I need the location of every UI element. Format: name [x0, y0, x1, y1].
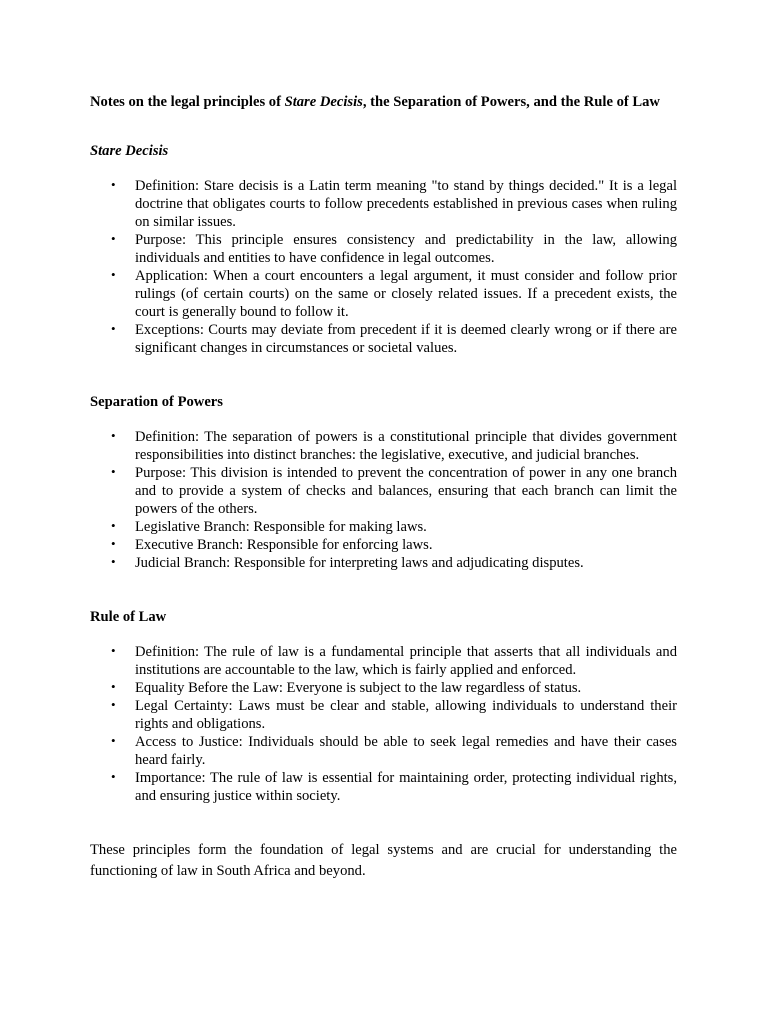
list-item — [90, 697, 677, 733]
heading-separation-of-powers: Separation of Powers — [90, 394, 223, 410]
title-suffix: , the Separation of Powers, and the Rule of Law — [362, 94, 660, 110]
bullet-icon: • — [111, 554, 116, 569]
list-item-text: Executive Branch: Responsible for enforcing laws. — [135, 537, 433, 553]
conclusion-paragraph: These principles form the foundation of legal systems and are crucial for understanding the functioning of law in South Africa and beyond. — [90, 842, 677, 879]
list-item-text: Importance: The rule of law is essential for maintaining order, protecting individual rights, and ensuring justice within society. — [135, 770, 677, 804]
list-stare-decisis — [90, 177, 677, 357]
list-item — [90, 321, 677, 357]
list-item-text: Purpose: This principle ensures consistency and predictability in the law, allowing individuals and entities to have confidence in legal outcomes. — [135, 232, 677, 266]
list-item-text: Judicial Branch: Responsible for interpreting laws and adjudicating disputes. — [135, 555, 584, 571]
document-page — [90, 93, 677, 882]
list-item — [90, 643, 677, 679]
list-item-text: Definition: The separation of powers is a constitutional principle that divides government responsibilities into distinct branches: the legislative, executive, and judicial branches. — [135, 429, 677, 463]
list-item-text: Legislative Branch: Responsible for making laws. — [135, 519, 427, 535]
list-item — [90, 536, 677, 554]
list-item — [90, 554, 677, 572]
list-item — [90, 733, 677, 769]
heading-rule-of-law: Rule of Law — [90, 609, 167, 625]
list-item-text: Legal Certainty: Laws must be clear and stable, allowing individuals to understand their rights and obligations. — [135, 698, 677, 732]
bullet-icon: • — [111, 464, 116, 479]
heading-stare-decisis: Stare Decisis — [90, 143, 169, 159]
list-item — [90, 679, 677, 697]
list-rule-of-law — [90, 643, 677, 805]
bullet-icon: • — [111, 321, 116, 336]
list-item — [90, 464, 677, 518]
bullet-icon: • — [111, 643, 116, 658]
bullet-icon: • — [111, 679, 116, 694]
bullet-icon: • — [111, 428, 116, 443]
bullet-icon: • — [111, 769, 116, 784]
list-item-text: Application: When a court encounters a legal argument, it must consider and follow prior rulings (of certain courts) on the same or closely related issues. If a precedent exists, the court is generally bound to follow it. — [135, 268, 677, 320]
bullet-icon: • — [111, 733, 116, 748]
list-item-text: Equality Before the Law: Everyone is subject to the law regardless of status. — [135, 680, 582, 696]
list-item — [90, 177, 677, 231]
document-title — [90, 93, 677, 112]
bullet-icon: • — [111, 267, 116, 282]
list-item-text: Exceptions: Courts may deviate from precedent if it is deemed clearly wrong or if there are significant changes in circumstances or societal values. — [135, 322, 677, 356]
bullet-icon: • — [111, 697, 116, 712]
bullet-icon: • — [111, 518, 116, 533]
title-italic: Stare Decisis — [284, 94, 363, 110]
list-item — [90, 231, 677, 267]
list-item — [90, 769, 677, 805]
bullet-icon: • — [111, 177, 116, 192]
list-separation-of-powers — [90, 428, 677, 572]
list-item-text: Access to Justice: Individuals should be able to seek legal remedies and have their cases heard fairly. — [135, 734, 677, 768]
bullet-icon: • — [111, 231, 116, 246]
list-item — [90, 518, 677, 536]
list-item — [90, 267, 677, 321]
list-item-text: Definition: Stare decisis is a Latin term meaning "to stand by things decided." It is a legal doctrine that obligates courts to follow precedents established in previous cases when ruling on similar issues. — [135, 178, 677, 230]
list-item — [90, 428, 677, 464]
list-item-text: Purpose: This division is intended to prevent the concentration of power in any one branch and to provide a system of checks and balances, ensuring that each branch can limit the powers of the others. — [135, 465, 677, 517]
title-prefix: Notes on the legal principles of — [90, 94, 285, 110]
bullet-icon: • — [111, 536, 116, 551]
list-item-text: Definition: The rule of law is a fundamental principle that asserts that all individuals and institutions are accountable to the law, which is fairly applied and enforced. — [135, 644, 677, 678]
